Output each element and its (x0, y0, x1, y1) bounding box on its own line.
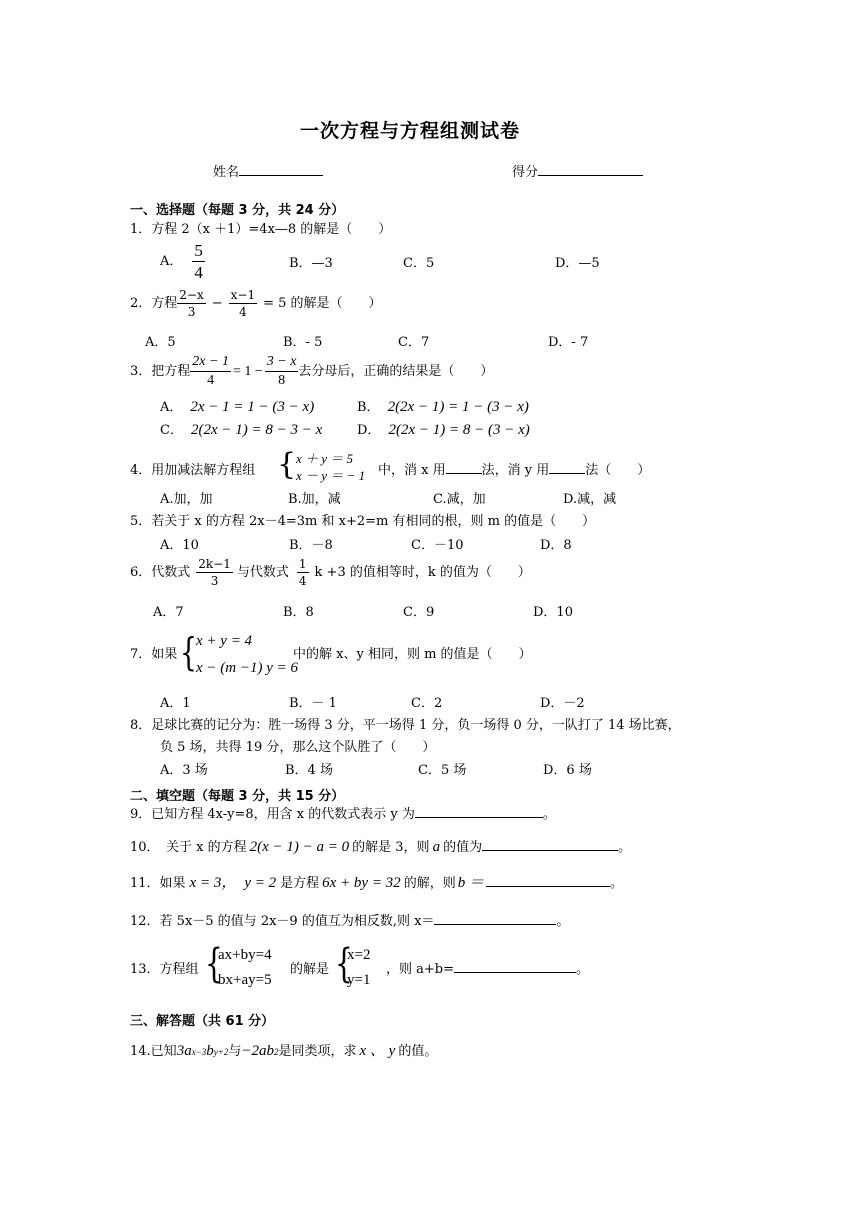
question-2-stem (130, 289, 382, 318)
fraction-denominator: 8 (278, 373, 286, 388)
fraction-numerator: x−1 (230, 288, 256, 302)
stem-text: = 5 的解是（ ） (263, 295, 382, 311)
question-2-option-b[interactable]: B．- 5 (283, 335, 323, 350)
brace-icon: { (205, 941, 223, 987)
stem-text: 9．已知方程 4x-y=8，用含 x 的代数式表示 y 为 (130, 807, 415, 822)
term-exponent: x−3 (191, 1047, 207, 1057)
question-5-option-a[interactable]: A．10 (160, 538, 199, 553)
stem-text: 2．方程 (130, 295, 178, 311)
question-7-option-c[interactable]: C．2 (411, 696, 443, 711)
question-13-post (386, 962, 589, 978)
minus-sign: − (211, 295, 223, 311)
stem-text: 的解是 3，则 (352, 840, 430, 855)
section-heading-fill: 二、填空题（每题 3 分，共 15 分） (130, 789, 345, 804)
question-13-pre: 13．方程组 (130, 962, 199, 977)
question-5-stem: 5．若关于 x 的方程 2x－4=3m 和 x+2=m 有相同的根，则 m 的值是（ ） (130, 514, 596, 529)
option-expression: 2(2x − 1) = 1 − (3 − x) (387, 399, 529, 415)
question-6-option-b[interactable]: B．8 (283, 605, 314, 620)
option-label: A． (160, 400, 183, 415)
term-base: b (206, 1043, 214, 1059)
question-1-option-a[interactable] (160, 242, 205, 281)
question-3-option-d[interactable] (357, 422, 530, 439)
stem-text: 6．代数式 (130, 564, 191, 580)
question-11 (130, 875, 623, 892)
fraction-denominator: 4 (298, 574, 307, 588)
stem-text: 法，消 y 用 (481, 463, 550, 478)
fraction-denominator: 3 (187, 305, 196, 319)
stem-text: 。 (576, 962, 590, 977)
stem-text: 的值为 (443, 840, 483, 855)
name-field[interactable] (213, 165, 323, 181)
fraction (177, 289, 205, 318)
system-equation-1: x + y = 4 (196, 633, 253, 649)
section-heading-solve: 三、解答题（共 61 分） (130, 1014, 275, 1029)
equation-text: = 1 − (232, 363, 263, 379)
answer-blank[interactable] (434, 924, 556, 925)
fraction (265, 355, 299, 388)
fraction (229, 289, 257, 318)
question-12 (130, 914, 569, 930)
stem-text: 是方程 (280, 876, 320, 891)
score-blank[interactable] (538, 175, 643, 176)
brace-icon: { (180, 630, 197, 674)
question-4-option-d[interactable]: D.减，减 (563, 492, 617, 507)
question-4-stem (378, 463, 650, 479)
question-6-option-a[interactable]: A．7 (153, 605, 184, 620)
brace-icon: { (335, 941, 353, 987)
question-1-option-c[interactable]: C．5 (403, 256, 435, 271)
answer-blank[interactable] (446, 473, 482, 474)
term-base: 3a (176, 1043, 192, 1059)
fraction-denominator: 4 (207, 373, 215, 388)
fraction (196, 558, 233, 587)
score-label: 得分 (512, 165, 539, 180)
question-4-pre: 4．用加减法解方程组 (130, 463, 256, 478)
answer-blank[interactable] (549, 473, 585, 474)
question-8-option-c[interactable]: C．5 场 (418, 763, 467, 778)
name-blank[interactable] (239, 175, 323, 176)
option-expression: 2(2x − 1) = 8 − 3 − x (190, 422, 323, 438)
question-1-option-d[interactable]: D．—5 (555, 256, 600, 271)
question-7-option-a[interactable]: A．1 (160, 696, 191, 711)
question-7-option-b[interactable]: B．－ 1 (289, 696, 337, 711)
score-field[interactable] (512, 165, 643, 181)
question-7-option-d[interactable]: D．－2 (540, 696, 585, 711)
fraction-numerator: 3 − x (265, 355, 299, 372)
term-exponent: y+2 (213, 1047, 229, 1057)
question-3-option-a[interactable] (160, 399, 314, 416)
stem-text: 去分母后，正确的结果是（ ） (298, 363, 494, 379)
stem-text: 的解，则 (403, 876, 456, 891)
equation-text: x = 3， (189, 875, 237, 891)
system-equation-2: x － y ＝ − 1 (296, 468, 366, 483)
stem-text: 。 (618, 840, 632, 855)
fraction (192, 242, 205, 281)
fraction-denominator: 3 (210, 574, 219, 588)
option-expression: 2x − 1 = 1 − (3 − x) (190, 399, 315, 415)
variable-text: a (432, 839, 441, 855)
variable-text: b ＝ (457, 875, 484, 891)
option-expression: 2(2x − 1) = 8 − (3 − x) (388, 422, 530, 438)
stem-text: 的值。 (398, 1044, 438, 1059)
question-3-option-c[interactable] (160, 422, 322, 439)
question-8-stem-line-1: 8．足球比赛的记分为：胜一场得 3 分，平一场得 1 分，负一场得 0 分，一队打了 14 场比赛， (130, 718, 681, 733)
question-7-pre: 7．如果 (130, 647, 178, 662)
solution-x: x=2 (347, 947, 371, 963)
stem-text: 与代数式 (236, 564, 289, 580)
option-label: B． (357, 400, 380, 415)
stem-text: 3．把方程 (130, 363, 191, 379)
fraction-numerator: 5 (194, 241, 203, 260)
question-5-option-b[interactable]: B．－8 (289, 538, 333, 553)
question-2-option-d[interactable]: D．- 7 (548, 335, 589, 350)
term-exponent: 2 (273, 1047, 279, 1057)
option-label: C． (160, 423, 183, 438)
question-5-option-c[interactable]: C．－10 (411, 538, 464, 553)
fraction (297, 558, 309, 587)
term-base: −2ab (241, 1043, 274, 1059)
stem-text: 中，消 x 用 (378, 463, 446, 478)
section-heading-choice: 一、选择题（每题 3 分，共 24 分） (130, 203, 345, 218)
system-equation-2: bx+ay=5 (218, 972, 272, 988)
question-4-option-c[interactable]: C.减，加 (433, 492, 486, 507)
answer-blank[interactable] (482, 850, 618, 851)
stem-text: 11．如果 (130, 876, 186, 891)
stem-text: 。 (542, 807, 556, 822)
question-1-option-b[interactable]: B．—3 (289, 256, 333, 271)
question-2-option-c[interactable]: C．7 (398, 335, 430, 350)
stem-text: 。 (609, 876, 623, 891)
stem-text: ，则 a+b= (386, 962, 454, 977)
question-8-option-d[interactable]: D．6 场 (543, 763, 592, 778)
answer-blank[interactable] (486, 886, 610, 887)
question-14 (130, 1043, 437, 1060)
question-4-option-a[interactable]: A.加，加 (160, 492, 213, 507)
answer-blank[interactable] (415, 817, 543, 818)
fraction-numerator: 2x − 1 (190, 355, 231, 372)
stem-text: 。 (556, 914, 570, 929)
question-6-option-d[interactable]: D．10 (533, 605, 573, 620)
name-label: 姓名 (213, 165, 240, 180)
fraction-numerator: 2k−1 (198, 557, 231, 571)
question-6-stem (130, 558, 531, 587)
question-8-option-b[interactable]: B．4 场 (285, 763, 333, 778)
stem-text: 10． 关于 x 的方程 (130, 840, 247, 855)
fraction (190, 355, 231, 388)
variable-text: x 、 y (359, 1043, 396, 1059)
equation-text: 6x + by = 32 (322, 875, 401, 891)
question-7-stem: 中的解 x、y 相同，则 m 的值是（ ） (293, 647, 532, 662)
brace-icon: { (277, 447, 297, 482)
question-5-option-d[interactable]: D．8 (540, 538, 572, 553)
system-equation-1: ax+by=4 (218, 947, 272, 963)
fraction-numerator: 2−x (179, 288, 204, 302)
system-equation-1: x ＋ y ＝ 5 (296, 451, 354, 466)
equation-text: 2(x − 1) − a = 0 (249, 839, 350, 855)
solution-y: y=1 (347, 972, 371, 988)
question-8-option-a[interactable]: A．3 场 (160, 763, 208, 778)
equation-text: y = 2 (244, 875, 277, 891)
option-label: A． (160, 253, 183, 269)
stem-text: 与 (228, 1044, 242, 1059)
stem-text: 是同类项，求 (278, 1044, 357, 1059)
stem-text: k +3 的值相等时，k 的值为（ ） (314, 564, 531, 580)
fraction-numerator: 1 (298, 557, 307, 571)
system-equation-2: x − (m −1) y = 6 (196, 660, 299, 676)
stem-text: 14.已知 (130, 1044, 177, 1059)
question-2-option-a[interactable]: A．5 (145, 335, 176, 350)
question-10 (130, 839, 631, 856)
question-1-stem: 1．方程 2（x ＋1）=4x—8 的解是（ ） (130, 222, 392, 237)
question-13-mid: 的解是 (290, 962, 330, 977)
question-3-option-b[interactable] (357, 399, 529, 416)
question-3-stem (130, 355, 493, 388)
option-label: D． (357, 423, 381, 438)
question-9 (130, 807, 556, 823)
fraction-denominator: 4 (239, 305, 247, 319)
answer-blank[interactable] (454, 972, 576, 973)
fraction-denominator: 4 (194, 263, 203, 282)
page-title: 一次方程与方程组测试卷 (300, 120, 521, 142)
question-4-option-b[interactable]: B.加，减 (288, 492, 341, 507)
question-6-option-c[interactable]: C．9 (403, 605, 435, 620)
stem-text: 法（ ） (585, 463, 651, 478)
question-8-stem-line-2: 负 5 场，共得 19 分，那么这个队胜了（ ） (160, 740, 436, 755)
stem-text: 12．若 5x－5 的值与 2x－9 的值互为相反数,则 x＝ (130, 914, 435, 929)
